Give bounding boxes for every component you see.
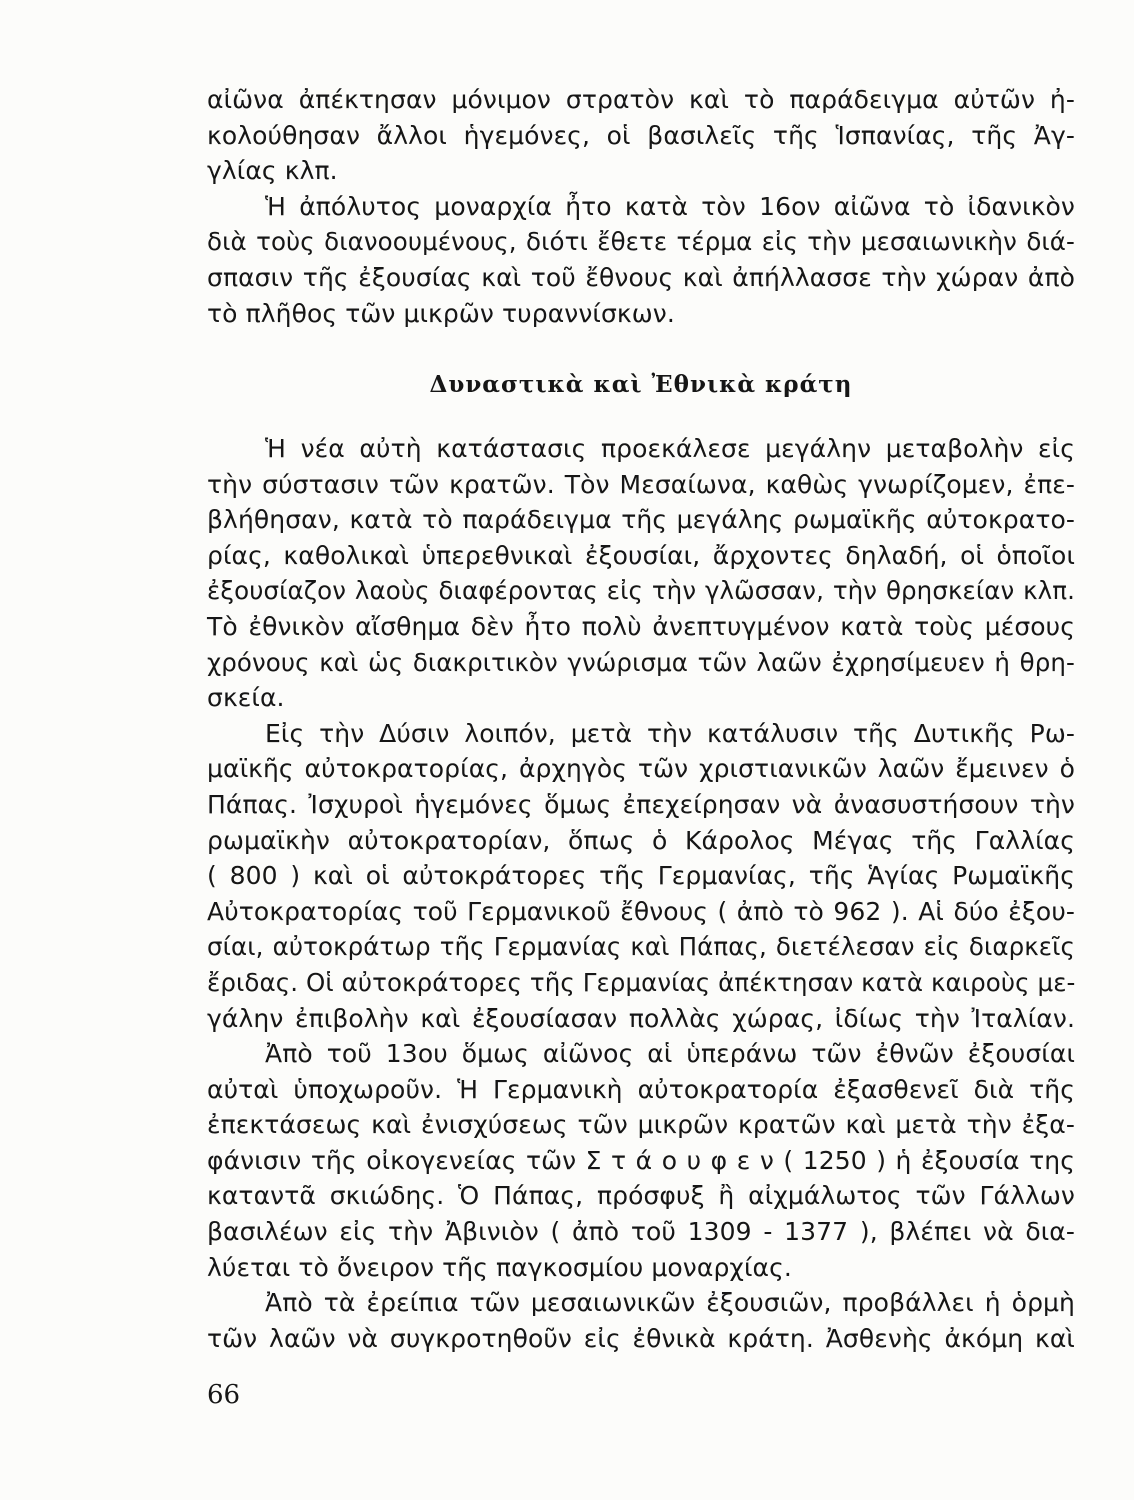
text-line: κολούθησαν ἄλλοι ἡγεμόνες, οἱ βασιλεῖς τῆς Ἱσπανίας, τῆς Ἀγ- [207, 120, 1075, 150]
text-line: Ἀπὸ τοῦ 13ου ὅμως αἰῶνος αἱ ὑπεράνω τῶν ἐθνῶν ἐξουσίαι [265, 1039, 1075, 1069]
text-line: φάνισιν τῆς οἰκογενείας τῶν Σ τ ά ο υ φ ε ν ( 1250 ) ἡ ἐξουσία της [207, 1145, 1075, 1175]
text-line: αἰῶνα ἀπέκτησαν μόνιμον στρατὸν καὶ τὸ παράδειγμα αὐτῶν ἠ- [207, 85, 1075, 114]
text-line: Ἡ νέα αὐτὴ κατάστασις προεκάλεσε μεγάλην μεταβολὴν εἰς [265, 434, 1075, 463]
text-line: Πάπας. Ἰσχυροὶ ἡγεμόνες ὅμως ἐπεχείρησαν νὰ ἀνασυστήσουν τὴν [207, 789, 1075, 819]
text-line: ἐξουσίαζον λαοὺς διαφέροντας εἰς τὴν γλῶσσαν, τὴν θρησκείαν κλπ. [207, 576, 1075, 606]
text-line: γλίας κλπ. [207, 156, 338, 186]
text-line: μαϊκῆς αὐτοκρατορίας, ἀρχηγὸς τῶν χριστιανικῶν λαῶν ἔμεινεν ὁ [207, 754, 1075, 784]
text-line: Αὐτοκρατορίας τοῦ Γερμανικοῦ ἔθνους ( ἀπὸ τὸ 962 ). Αἱ δύο ἐξου- [207, 896, 1075, 926]
text-line: Ἀπὸ τὰ ἐρείπια τῶν μεσαιωνικῶν ἐξουσιῶν, προβάλλει ἡ ὁρμὴ [265, 1288, 1075, 1318]
text-line: ἐπεκτάσεως καὶ ἐνισχύσεως τῶν μικρῶν κρατῶν καὶ μετὰ τὴν ἐξα- [207, 1110, 1075, 1140]
intro-text [207, 82, 1075, 331]
text-line: τὸ πλῆθος τῶν μικρῶν τυραννίσκων. [207, 298, 675, 328]
text-line: σίαι, αὐτοκράτωρ τῆς Γερμανίας καὶ Πάπας, διετέλεσαν εἰς διαρκεῖς [207, 932, 1075, 962]
text-line: Ἡ ἀπόλυτος μοναρχία ἦτο κατὰ τὸν 16ον αἰῶνα τὸ ἰδανικὸν [265, 191, 1075, 221]
text-line: ἔριδας. Οἱ αὐτοκράτορες τῆς Γερμανίας ἀπέκτησαν κατὰ καιροὺς με- [207, 967, 1076, 997]
page-number: 66 [207, 1380, 241, 1410]
text-line: λύεται τὸ ὄνειρον τῆς παγκοσμίου μοναρχίας. [207, 1252, 792, 1282]
text-line: τῶν λαῶν νὰ συγκροτηθοῦν εἰς ἐθνικὰ κράτη. Ἀσθενὴς ἀκόμη καὶ [207, 1323, 1075, 1353]
text-line: βασιλέων εἰς τὴν Ἀβινιὸν ( ἀπὸ τοῦ 1309 - 1377 ), βλέπει νὰ δια- [207, 1217, 1075, 1247]
text-line: ( 800 ) καὶ οἱ αὐτοκράτορες τῆς Γερμανίας, τῆς Ἁγίας Ρωμαϊκῆς [207, 861, 1075, 891]
text-line: σκεία. [207, 683, 285, 713]
text-line: διὰ τοὺς διανοουμένους, διότι ἔθετε τέρμα εἰς τὴν μεσαιωνικὴν διά- [207, 227, 1075, 257]
text-line: ρωμαϊκὴν αὐτοκρατορίαν, ὅπως ὁ Κάρολος Μέγας τῆς Γαλλίας [207, 825, 1075, 855]
text-line: ρίας, καθολικαὶ ὑπερεθνικαὶ ἐξουσίαι, ἄρχοντες δηλαδή, οἱ ὁποῖοι [207, 540, 1075, 570]
text-line: χρόνους καὶ ὡς διακριτικὸν γνώρισμα τῶν λαῶν ἐχρησίμευεν ἡ θρη- [207, 647, 1075, 677]
section-body [207, 431, 1075, 1356]
text-line: τὴν σύστασιν τῶν κρατῶν. Τὸν Μεσαίωνα, καθὼς γνωρίζομεν, ἐπε- [207, 469, 1075, 499]
text-line: καταντᾶ σκιώδης. Ὁ Πάπας, πρόσφυξ ἢ αἰχμάλωτος τῶν Γάλλων [207, 1181, 1075, 1211]
section-heading: Δυναστικὰ καὶ Ἐθνικὰ κράτη [429, 371, 853, 398]
text-line: βλήθησαν, κατὰ τὸ παράδειγμα τῆς μεγάλης ρωμαϊκῆς αὐτοκρατο- [207, 505, 1075, 535]
text-line: σπασιν τῆς ἐξουσίας καὶ τοῦ ἔθνους καὶ ἀπήλλασσε τὴν χώραν ἀπὸ [207, 262, 1075, 292]
text-line: αὐταὶ ὑποχωροῦν. Ἡ Γερμανικὴ αὐτοκρατορία ἐξασθενεῖ διὰ τῆς [207, 1074, 1075, 1104]
text-line: Εἰς τὴν Δύσιν λοιπόν, μετὰ τὴν κατάλυσιν τῆς Δυτικῆς Ρω- [265, 718, 1075, 748]
text-line: Τὸ ἐθνικὸν αἴσθημα δὲν ἦτο πολὺ ἀνεπτυγμένον κατὰ τοὺς μέσους [207, 611, 1075, 641]
text-line: γάλην ἐπιβολὴν καὶ ἐξουσίασαν πολλὰς χώρας, ἰδίως τὴν Ἰταλίαν. [207, 1003, 1075, 1033]
